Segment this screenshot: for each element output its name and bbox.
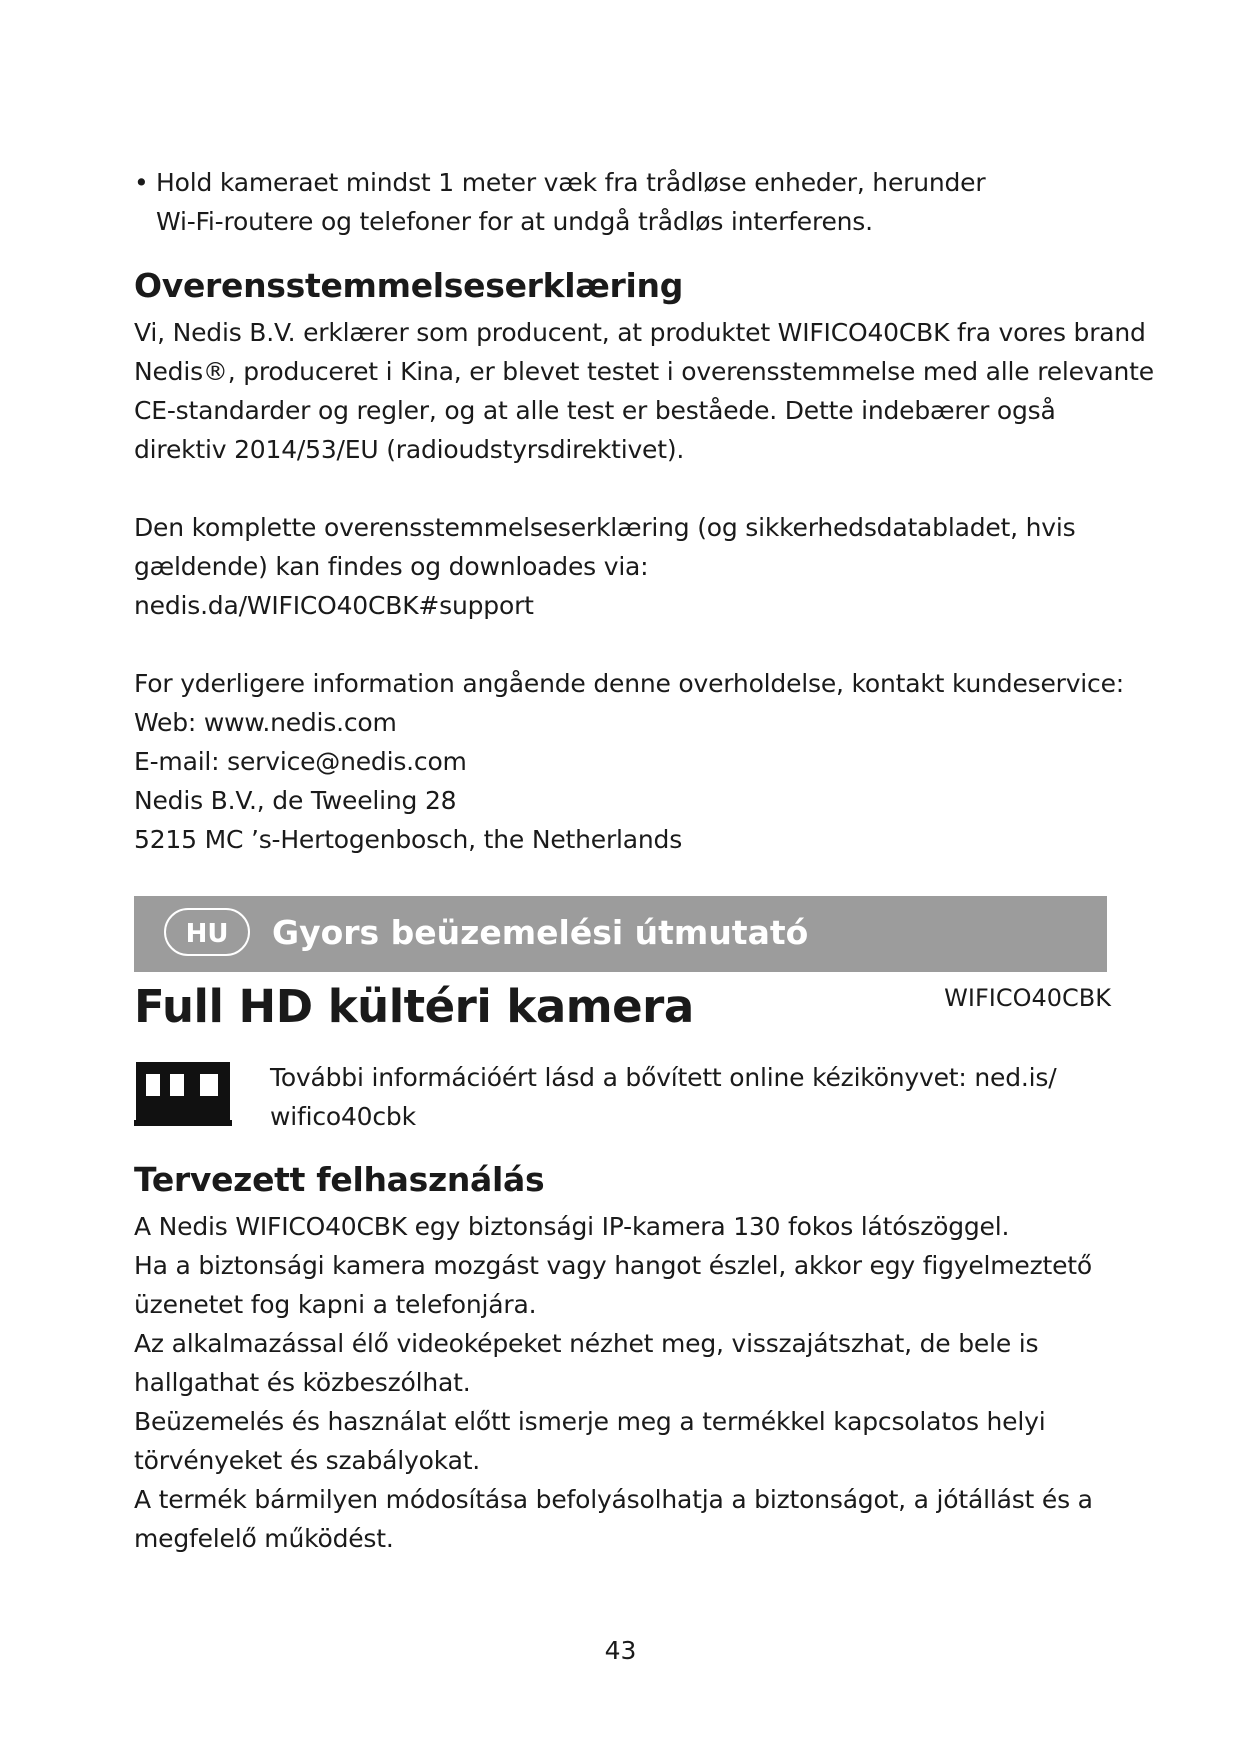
conformity-paragraph-3 [134,664,1134,859]
text-line: gældende) kan findes og downloades via: [134,552,649,581]
online-manual-note [270,1058,1120,1136]
support-link-text: nedis.da/WIFICO40CBK#support [134,591,534,620]
bullet-item [134,163,1134,241]
text-line: Ha a biztonsági kamera mozgást vagy hangot észlel, akkor egy figyelmeztető [134,1251,1093,1280]
text-line: További információért lásd a bővített online kézikönyvet: ned.is/ [270,1063,1057,1092]
text-line: Den komplette overensstemmelseserklæring (og sikkerhedsdatabladet, hvis [134,513,1076,542]
text-line: üzenetet fog kapni a telefonjára. [134,1290,537,1319]
language-badge: HU [164,908,250,956]
web-address: Web: www.nedis.com [134,708,397,737]
text-line: For yderligere information angående denne overholdelse, kontakt kundeservice: [134,669,1124,698]
model-number: WIFICO40CBK [944,984,1111,1012]
text-line: Beüzemelés és használat előtt ismerje meg a termékkel kapcsolatos helyi [134,1407,1046,1436]
language-section-band [134,896,1107,972]
bullet-line: Hold kameraet mindst 1 meter væk fra trådløse enheder, herunder [156,168,986,197]
bullet-dot: • [134,168,149,197]
page-number: 43 [604,1636,637,1665]
text-line: Nedis®, produceret i Kina, er blevet testet i overensstemmelse med alle relevante [134,357,1154,386]
product-title: Full HD kültéri kamera [134,980,694,1033]
email-address: E-mail: service@nedis.com [134,747,467,776]
text-line: A Nedis WIFICO40CBK egy biztonsági IP-kamera 130 fokos látószöggel. [134,1212,1010,1241]
conformity-paragraph-2 [134,508,1134,625]
text-line: hallgathat és közbeszólhat. [134,1368,471,1397]
postal-address-line: 5215 MC ’s-Hertogenbosch, the Netherlands [134,825,683,854]
intended-use-heading: Tervezett felhasználás [134,1160,545,1199]
text-line: Vi, Nedis B.V. erklærer som producent, at produktet WIFICO40CBK fra vores brand [134,318,1146,347]
text-line: CE-standarder og regler, og at alle test er beståede. Dette indebærer også [134,396,1056,425]
book-icon [134,1060,232,1128]
conformity-paragraph-1 [134,313,1154,469]
intended-use-paragraph [134,1207,1134,1558]
postal-address-line: Nedis B.V., de Tweeling 28 [134,786,457,815]
text-line: törvényeket és szabályokat. [134,1446,481,1475]
section-title: Gyors beüzemelési útmutató [272,913,809,952]
text-line: A termék bármilyen módosítása befolyásolhatja a biztonságot, a jótállást és a [134,1485,1093,1514]
text-line: megfelelő működést. [134,1524,394,1553]
bullet-text [156,163,1116,241]
bullet-line: Wi-Fi-routere og telefoner for at undgå trådløs interferens. [156,207,873,236]
conformity-heading: Overensstemmelseserklæring [134,266,684,305]
text-line: Az alkalmazással élő videoképeket nézhet meg, visszajátszhat, de bele is [134,1329,1039,1358]
text-line: direktiv 2014/53/EU (radioudstyrsdirektivet). [134,435,685,464]
text-line: wifico40cbk [270,1102,416,1131]
